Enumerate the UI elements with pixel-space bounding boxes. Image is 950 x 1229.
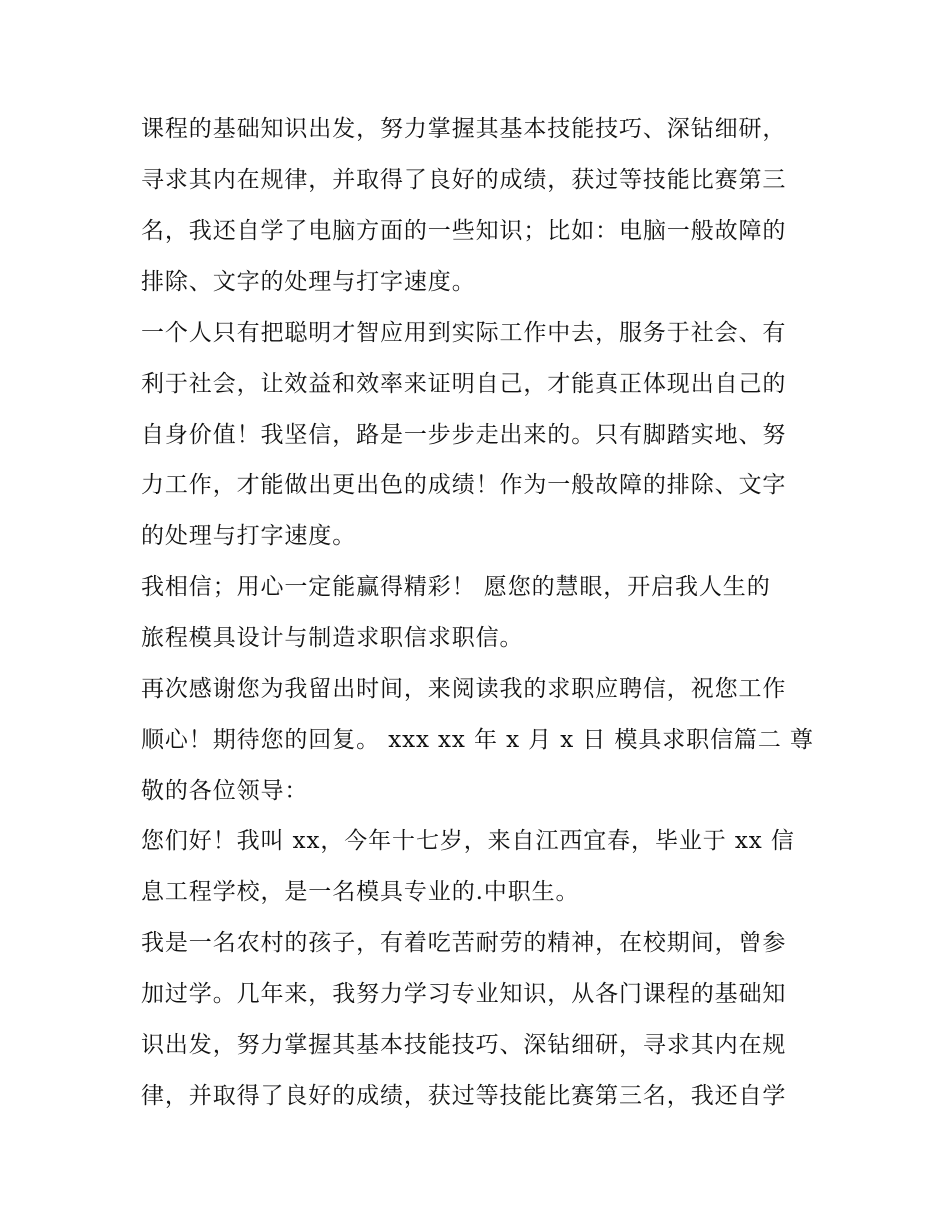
text-line: 您们好！我叫 xx，今年十七岁，来自江西宜春，毕业于 xx 信: [141, 828, 795, 854]
text-line: 的处理与打字速度。: [141, 523, 357, 549]
text-line: 寻求其内在规律，并取得了良好的成绩，获过等技能比赛第三: [141, 167, 787, 193]
text-line: 自身价值！我坚信，路是一步步走出来的。只有脚踏实地、努: [141, 422, 787, 448]
text-line: 力工作，才能做出更出色的成绩！作为一般故障的排除、文字: [141, 472, 787, 498]
text-line: 旅程模具设计与制造求职信求职信。: [141, 625, 524, 651]
text-line: 我是一名农村的孩子，有着吃苦耐劳的精神，在校期间，曾参: [141, 930, 787, 956]
text-line: 息工程学校，是一名模具专业的.中职生。: [141, 879, 580, 905]
text-line: 排除、文字的处理与打字速度。: [141, 269, 476, 295]
text-line: 利于社会，让效益和效率来证明自己，才能真正体现出自己的: [141, 371, 787, 397]
text-line: 律，并取得了良好的成绩，获过等技能比赛第三名，我还自学: [141, 1083, 787, 1109]
text-line: 我相信；用心一定能赢得精彩！ 愿您的慧眼，开启我人生的: [141, 574, 771, 600]
text-line: 一个人只有把聪明才智应用到实际工作中去，服务于社会、有: [141, 320, 787, 346]
text-line: 顺心！期待您的回复。 xxx xx 年 x 月 x 日 模具求职信篇二 尊: [141, 727, 814, 753]
text-line: 敬的各位领导：: [141, 778, 309, 804]
text-line: 识出发，努力掌握其基本技能技巧、深钻细研，寻求其内在规: [141, 1032, 787, 1058]
text-line: 再次感谢您为我留出时间，来阅读我的求职应聘信，祝您工作: [141, 676, 787, 702]
text-line: 名，我还自学了电脑方面的一些知识；比如：电脑一般故障的: [141, 218, 787, 244]
text-line: 课程的基础知识出发，努力掌握其基本技能技巧、深钻细研，: [141, 116, 787, 142]
text-line: 加过学。几年来，我努力学习专业知识，从各门课程的基础知: [141, 981, 787, 1007]
